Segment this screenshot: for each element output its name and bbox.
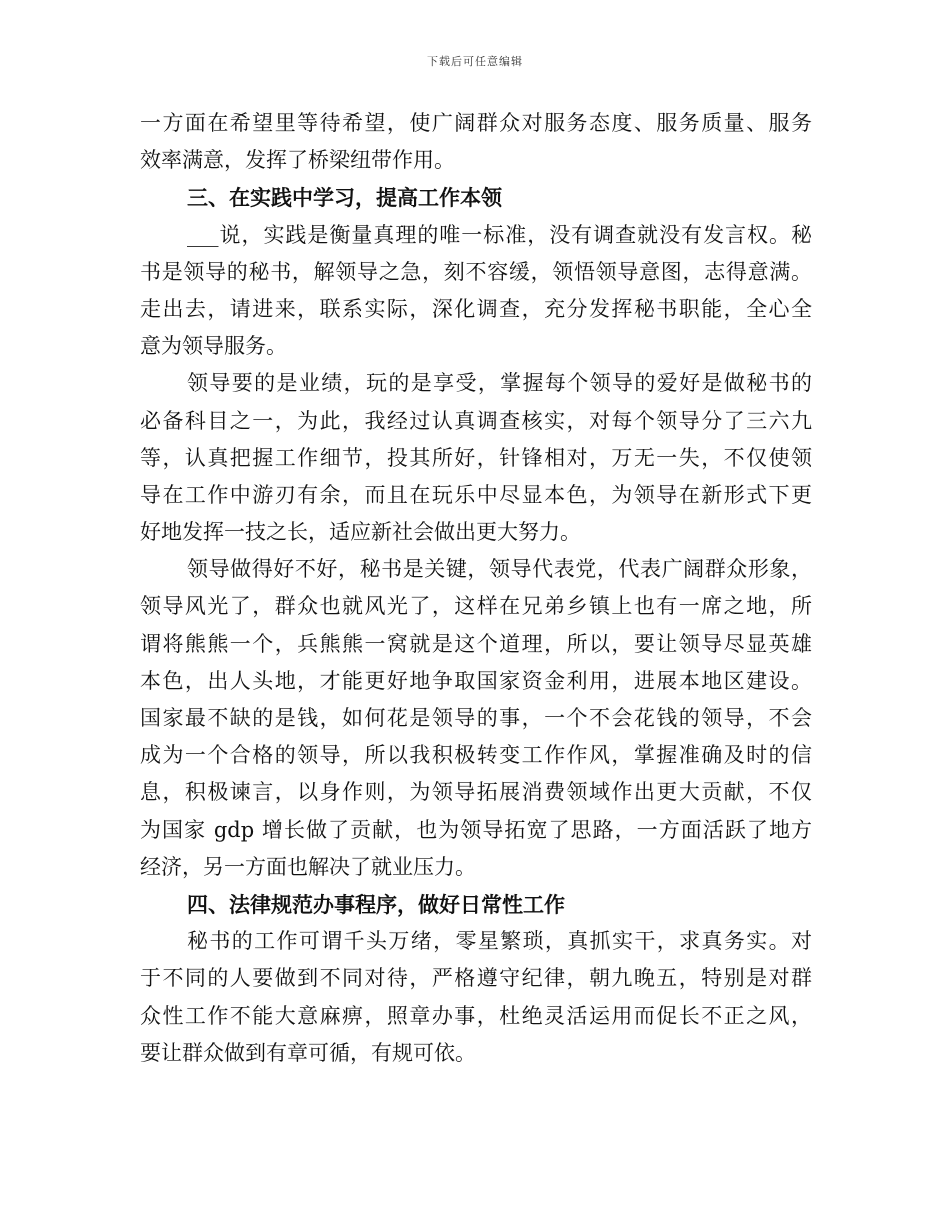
text-line: 于不同的人要做到不同对待，严格遵守纪律，朝九晚五，特别是对群 — [140, 966, 812, 991]
section-heading: 四、法律规范办事程序，做好日常性工作 — [187, 891, 565, 917]
section-heading: 三、在实践中学习，提高工作本领 — [187, 185, 502, 211]
text-line: 领导要的是业绩，玩的是享受，掌握每个领导的爱好是做秘书的 — [187, 371, 812, 396]
text-line: ___说，实践是衡量真理的唯一标准，没有调查就没有发言权。秘 — [187, 222, 812, 247]
text-line: 成为一个合格的领导，所以我积极转变工作作风，掌握准确及时的信 — [140, 743, 812, 768]
document-body — [140, 105, 812, 1072]
text-line: 意为领导服务。 — [140, 334, 287, 359]
text-line: 好地发挥一技之长，适应新社会做出更大努力。 — [140, 520, 581, 545]
text-line: 要让群众做到有章可循，有规可依。 — [140, 1040, 476, 1065]
text-line: 国家最不缺的是钱，如何花是领导的事，一个不会花钱的领导，不会 — [140, 706, 812, 730]
text-line: 为国家 gdp 增长做了贡献，也为领导拓宽了思路，一方面活跃了地方 — [140, 817, 812, 842]
text-line: 等，认真把握工作细节，投其所好，针锋相对，万无一失，不仅使领 — [140, 445, 812, 470]
text-line: 领导做得好不好，秘书是关键，领导代表党，代表广阔群众形象， — [187, 557, 812, 582]
text-line: 本色，出人头地，才能更好地争取国家资金利用，进展本地区建设。 — [140, 668, 812, 693]
text-line: 书是领导的秘书，解领导之急，刻不容缓，领悟领导意图，志得意满。 — [140, 259, 812, 284]
text-line: 一方面在希望里等待希望，使广阔群众对服务态度、服务质量、服务 — [140, 111, 812, 135]
text-line: 领导风光了，群众也就风光了，这样在兄弟乡镇上也有一席之地，所 — [140, 594, 812, 619]
text-line: 必备科目之一，为此，我经过认真调查核实，对每个领导分了三六九 — [140, 408, 812, 433]
text-line: 效率满意，发挥了桥梁纽带作用。 — [140, 148, 455, 173]
text-line: 导在工作中游刃有余，而且在玩乐中尽显本色，为领导在新形式下更 — [140, 482, 812, 507]
text-line: 谓将熊熊一个，兵熊熊一窝就是这个道理，所以，要让领导尽显英雄 — [140, 631, 812, 656]
text-line: 息，积极谏言，以身作则，为领导拓展消费领域作出更大贡献，不仅 — [140, 780, 812, 805]
text-line: 秘书的工作可谓千头万绪，零星繁琐，真抓实干，求真务实。对 — [187, 929, 812, 954]
text-line: 走出去，请进来，联系实际，深化调查，充分发挥秘书职能，全心全 — [140, 296, 812, 321]
page-header: 下载后可任意编辑 — [427, 55, 523, 68]
text-line: 众性工作不能大意麻痹，照章办事，杜绝灵活运用而促长不正之风， — [140, 1003, 812, 1028]
text-line: 经济，另一方面也解决了就业压力。 — [140, 854, 476, 879]
